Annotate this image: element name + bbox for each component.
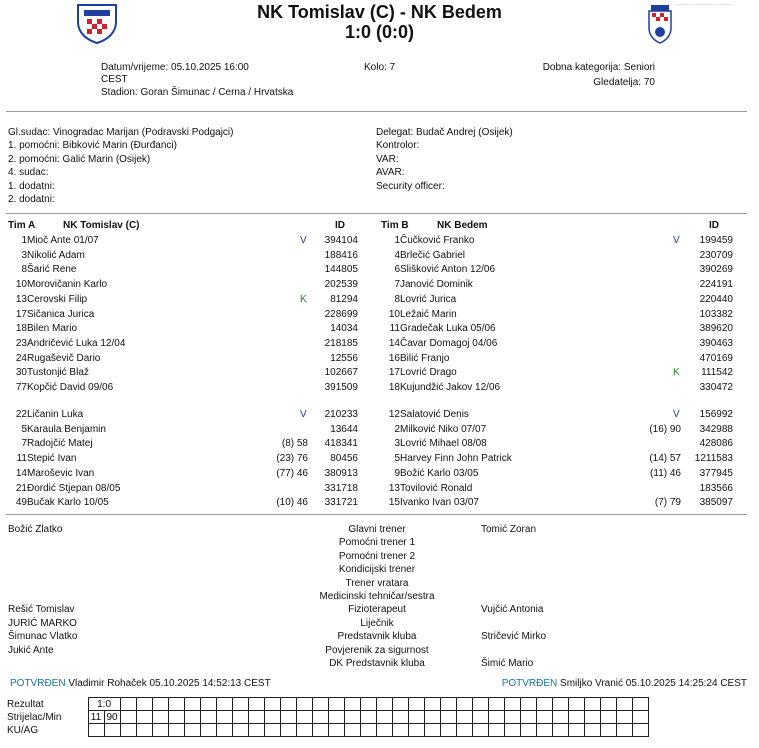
result-grid-cell	[472, 698, 488, 711]
result-grid-cell	[600, 724, 616, 737]
official-right-line: Security officer:	[376, 180, 445, 192]
player-name: Stepić Ivan	[27, 453, 77, 465]
staff-away-name: Tomić Zoran	[481, 524, 537, 535]
player-id: 390463	[699, 337, 733, 349]
team-b-id-header: ID	[709, 220, 719, 231]
confirm-left-text: Vladimir Rohaček 05.10.2025 14:52:13 CEST	[68, 678, 271, 689]
result-grid-cell	[488, 711, 504, 724]
confirm-right-tag: POTVRĐEN	[501, 678, 558, 689]
result-grid-cell	[376, 698, 392, 711]
player-id: 14034	[330, 323, 358, 335]
match-score: 1:0 (0:0)	[344, 22, 415, 42]
player-name: Ličanin Luka	[27, 409, 84, 420]
staff-home-name: Božić Zlatko	[8, 524, 63, 535]
result-grid-cell	[120, 724, 136, 737]
player-number: 24	[15, 352, 27, 364]
player-id: 228699	[324, 308, 358, 320]
player-id: 144805	[324, 264, 358, 276]
player-id: 391509	[324, 382, 358, 393]
official-left-line: Gl.sudac: Vinogradac Marijan (Podravski Podgajci)	[8, 127, 234, 138]
result-grid-cell	[216, 711, 232, 724]
player-number: 1	[21, 235, 27, 246]
official-right-line: VAR:	[376, 153, 399, 165]
result-grid-row	[6, 711, 648, 724]
player-number: 10	[388, 308, 400, 320]
player-name: Kujundžić Jakov 12/06	[400, 382, 501, 393]
result-grid-cell	[168, 724, 184, 737]
result-grid-cell	[216, 698, 232, 711]
player-number: 22	[15, 409, 27, 420]
player-id: 220440	[699, 293, 733, 305]
result-grid-cell	[488, 698, 504, 711]
player-name: Rugaševič Dario	[27, 352, 101, 364]
player-number: 23	[15, 337, 27, 349]
result-grid-cell	[392, 724, 408, 737]
player-name: Lovrić Mihael 08/08	[400, 438, 487, 450]
result-grid-cell	[104, 724, 120, 737]
result-grid-cell	[120, 698, 136, 711]
player-number: 30	[15, 367, 27, 379]
divider	[6, 213, 747, 214]
result-grid-cell: 90	[104, 711, 120, 724]
player-name: Čučković Franko	[400, 235, 475, 246]
player-id: 385097	[699, 497, 733, 509]
player-number: 8	[21, 264, 27, 276]
result-grid-cell	[600, 698, 616, 711]
match-timezone: CEST	[101, 74, 128, 85]
result-grid-cell	[376, 711, 392, 724]
result-grid-cell	[552, 724, 568, 737]
player-name: Maroševic Ivan	[27, 467, 95, 479]
staff-away-name: Stričević Mirko	[481, 631, 547, 643]
divider	[6, 514, 747, 515]
player-id: 210233	[324, 409, 358, 420]
result-grid-cell	[312, 698, 328, 711]
match-title: NK Tomislav (C) - NK Bedem	[257, 2, 502, 22]
confirm-right	[502, 678, 747, 689]
player-id: 331721	[324, 497, 358, 509]
result-grid-cell	[568, 711, 584, 724]
player-number: 17	[388, 367, 400, 379]
player-number: 21	[15, 482, 27, 494]
result-grid-cell	[520, 698, 536, 711]
result-grid-cell	[632, 724, 648, 737]
player-number: 12	[388, 409, 400, 420]
player-id: 199459	[699, 235, 733, 246]
result-grid-cell: 1:0	[88, 698, 120, 711]
player-name: Kopčić David 09/06	[27, 382, 114, 393]
result-grid-cell	[200, 698, 216, 711]
result-grid-cell	[216, 724, 232, 737]
player-id: 389620	[699, 323, 733, 335]
staff-role: Povjerenik za sigurnost	[325, 644, 429, 656]
age-category: Dobna kategorija: Seniori	[542, 62, 655, 73]
substitution-info: (7) 79	[654, 497, 681, 509]
player-name: Tovilović Ronald	[400, 482, 473, 494]
player-name: Tustonjić Blaž	[27, 367, 89, 379]
top-right-header-text: ________ ________ ________	[676, 0, 732, 5]
result-grid-row	[6, 698, 648, 711]
result-grid-cell	[248, 711, 264, 724]
player-number: 18	[15, 323, 27, 335]
captain-marker: V	[673, 409, 680, 420]
player-id: 470169	[699, 352, 733, 364]
result-grid-cell	[232, 724, 248, 737]
result-grid-cell	[456, 711, 472, 724]
player-name: Radojčić Matej	[27, 438, 93, 450]
result-grid-cell	[456, 724, 472, 737]
result-grid-cell	[568, 724, 584, 737]
result-grid-cell	[616, 711, 632, 724]
result-grid-cell	[392, 698, 408, 711]
result-grid-cell	[312, 711, 328, 724]
result-grid-cell	[264, 724, 280, 737]
player-name: Lovrić Jurica	[400, 293, 457, 305]
result-grid-cell	[344, 711, 360, 724]
official-left-line: 1. pomoćni: Bibković Marin (Đurđanci)	[8, 140, 177, 152]
player-id: 188416	[324, 249, 358, 261]
player-name: Slišković Anton 12/06	[400, 264, 496, 276]
player-number: 16	[388, 352, 400, 364]
player-name: Brlečić Gabriel	[400, 249, 466, 261]
result-grid-cell	[296, 724, 312, 737]
player-name: Bučak Karlo 10/05	[27, 497, 109, 509]
player-id: 183566	[699, 482, 733, 494]
result-grid-cell	[296, 711, 312, 724]
player-number: 9	[394, 467, 400, 479]
result-grid-cell	[136, 724, 152, 737]
player-id: 81294	[330, 293, 358, 305]
result-grid-cell	[200, 724, 216, 737]
result-grid-cell	[136, 698, 152, 711]
official-right-line: Kontrolor:	[376, 140, 420, 152]
result-grid-cell	[440, 698, 456, 711]
substitution-info: (14) 57	[649, 453, 681, 465]
player-number: 15	[388, 497, 400, 509]
result-grid-cell	[584, 724, 600, 737]
result-grid-cell	[200, 711, 216, 724]
result-grid-cell	[344, 698, 360, 711]
player-number: 77	[15, 382, 27, 393]
official-left-line: 2. pomoćni: Galić Marin (Osijek)	[8, 153, 151, 165]
player-number: 13	[15, 293, 27, 305]
player-number: 17	[15, 308, 27, 320]
staff-role: Pomoćni trener 1	[338, 537, 416, 549]
player-number: 10	[15, 279, 27, 291]
team-a-id-header: ID	[335, 220, 345, 231]
player-name: Bilen Mario	[27, 323, 78, 335]
goalkeeper-marker: K	[673, 367, 680, 379]
result-grid-cell	[440, 724, 456, 737]
substitution-info: (10) 46	[276, 497, 308, 509]
result-grid-label: Strijelac/Min	[7, 711, 62, 723]
player-name: Lovrić Drago	[400, 367, 457, 379]
match-datetime: Datum/vrijeme: 05.10.2025 16:00	[101, 62, 249, 73]
goalkeeper-marker: K	[300, 293, 307, 305]
player-number: 11	[389, 323, 400, 335]
player-id: 330472	[699, 382, 733, 393]
player-number: 7	[394, 279, 400, 291]
player-name: Šarić Rene	[27, 264, 77, 276]
confirm-left	[10, 678, 271, 689]
captain-marker: V	[300, 235, 307, 246]
result-grid-cell	[408, 711, 424, 724]
result-grid-cell	[536, 698, 552, 711]
player-name: Harvey Finn John Patrick	[400, 453, 512, 465]
staff-home-name: Jukić Ante	[8, 644, 54, 656]
player-number: 14	[15, 467, 27, 479]
result-grid-cell	[152, 698, 168, 711]
player-number: 7	[21, 438, 27, 450]
result-grid-cell	[280, 724, 296, 737]
player-id: 111542	[701, 367, 733, 379]
match-stadium: Stadion: Goran Šimunac / Cerna / Hrvatska	[101, 87, 294, 98]
player-name: Mioč Ante 01/07	[27, 235, 99, 246]
result-grid-cell	[408, 698, 424, 711]
player-id: 218185	[324, 337, 358, 349]
result-grid-cell	[280, 698, 296, 711]
substitution-info: (16) 90	[649, 423, 681, 435]
player-number: 13	[388, 482, 400, 494]
result-grid-cell	[184, 711, 200, 724]
result-grid-cell	[584, 711, 600, 724]
player-number: 8	[394, 293, 400, 305]
player-id: 103382	[699, 308, 733, 320]
result-grid-cell	[248, 698, 264, 711]
player-id: 377945	[699, 467, 733, 479]
result-grid-cell	[328, 711, 344, 724]
result-grid-cell	[152, 724, 168, 737]
substitution-info: (23) 76	[276, 453, 308, 465]
player-id: 418341	[324, 438, 358, 450]
result-grid-cell	[504, 698, 520, 711]
result-grid-cell	[472, 711, 488, 724]
staff-role: Pomoćni trener 2	[338, 550, 416, 562]
match-round: Kolo: 7	[364, 62, 396, 73]
result-grid-cell	[440, 711, 456, 724]
player-number: 49	[15, 497, 27, 509]
staff-role: Liječnik	[360, 617, 394, 629]
spectators: Gledatelja: 70	[593, 77, 655, 88]
staff-role: Fizioterapeut	[348, 604, 406, 616]
result-grid-cell	[600, 711, 616, 724]
staff-role: Predstavnik kluba	[337, 631, 417, 643]
player-name: Gradečak Luka 05/06	[400, 323, 496, 335]
player-name: Salatović Denis	[400, 409, 469, 420]
result-grid-cell	[232, 711, 248, 724]
player-id: 380913	[324, 467, 358, 479]
result-grid-cell	[472, 724, 488, 737]
player-name: Bilić Franjo	[400, 352, 450, 364]
player-name: Morovičanin Karlo	[27, 279, 108, 291]
result-grid-cell	[120, 711, 136, 724]
result-grid-cell	[360, 724, 376, 737]
result-grid-cell	[456, 698, 472, 711]
result-grid-cell	[584, 698, 600, 711]
result-grid-cell	[152, 711, 168, 724]
divider	[6, 111, 747, 112]
player-id: 12556	[330, 352, 358, 364]
staff-away-name: Šimić Mario	[481, 658, 534, 669]
player-id: 102667	[324, 367, 358, 379]
result-grid-cell	[552, 711, 568, 724]
staff-home-name: Šimunac Vlatko	[8, 631, 78, 643]
player-id: 224191	[699, 279, 733, 291]
player-number: 3	[394, 438, 400, 450]
result-grid-cell	[184, 698, 200, 711]
player-name: Nikolić Adam	[27, 249, 85, 261]
player-name: Cerovski Filip	[27, 293, 88, 305]
result-grid-cell	[536, 724, 552, 737]
player-name: Čavar Domagoj 04/06	[400, 337, 498, 349]
player-id: 13644	[330, 423, 358, 435]
staff-role: DK Predstavnik kluba	[329, 658, 425, 669]
staff-home-name: Rešić Tomislav	[8, 604, 75, 616]
result-grid-cell	[408, 724, 424, 737]
result-grid	[6, 697, 649, 737]
result-grid-row	[6, 724, 648, 737]
player-number: 14	[388, 337, 400, 349]
result-grid-cell	[168, 698, 184, 711]
player-id: 202539	[324, 279, 358, 291]
player-id: 156992	[699, 409, 733, 420]
result-grid-label: Rezultat	[7, 698, 44, 710]
official-left-line: 2. dodatni:	[8, 194, 55, 205]
result-grid-cell	[504, 711, 520, 724]
result-grid-cell	[168, 711, 184, 724]
player-id: 331718	[324, 482, 358, 494]
player-id: 80456	[330, 453, 358, 465]
result-grid-cell	[312, 724, 328, 737]
staff-home-name: JURIĆ MARKO	[8, 617, 77, 629]
result-grid-cell	[248, 724, 264, 737]
player-number: 5	[394, 453, 400, 465]
player-number: 2	[394, 423, 400, 435]
player-number: 1	[394, 235, 400, 246]
result-grid-cell	[568, 698, 584, 711]
confirm-left-tag: POTVRĐEN	[10, 678, 66, 689]
player-name: Karaula Benjamin	[27, 423, 106, 435]
player-number: 4	[394, 249, 400, 261]
result-grid-cell	[552, 698, 568, 711]
result-grid-cell	[520, 711, 536, 724]
result-grid-cell	[616, 698, 632, 711]
result-grid-cell	[264, 698, 280, 711]
player-id: 1211583	[694, 453, 733, 465]
player-id: 342988	[699, 423, 733, 435]
confirm-right-text: Smiljko Vranić 05.10.2025 14:25:24 CEST	[560, 678, 747, 689]
result-grid-label: KU/AG	[7, 724, 39, 736]
player-name: Božić Karlo 03/05	[400, 467, 479, 479]
result-grid-cell	[520, 724, 536, 737]
official-left-line: 1. dodatni:	[8, 180, 55, 192]
player-name: Ivanko Ivan 03/07	[400, 497, 479, 509]
result-grid-cell	[504, 724, 520, 737]
staff-role: Medicinski tehničar/sestra	[319, 591, 435, 602]
team-b-name: NK Bedem	[437, 220, 488, 231]
result-grid-cell	[328, 724, 344, 737]
result-grid-cell	[488, 724, 504, 737]
player-name: Milković Niko 07/07	[400, 423, 487, 435]
staff-role: Trener vratara	[345, 577, 409, 589]
result-grid-cell	[632, 711, 648, 724]
result-grid-cell	[632, 698, 648, 711]
player-number: 3	[21, 249, 27, 261]
result-grid-cell	[184, 724, 200, 737]
result-grid-cell	[376, 724, 392, 737]
result-grid-cell	[424, 711, 440, 724]
player-id: 390269	[699, 264, 733, 276]
team-a-name: NK Tomislav (C)	[63, 220, 140, 231]
substitution-info: (77) 46	[276, 467, 308, 479]
result-grid-cell	[280, 711, 296, 724]
result-grid-cell	[232, 698, 248, 711]
staff-role: Kondicijski trener	[338, 564, 416, 576]
result-grid-cell	[88, 724, 104, 737]
result-grid-cell	[616, 724, 632, 737]
player-id: 394104	[324, 235, 358, 246]
result-grid-cell	[360, 698, 376, 711]
player-name: Janović Dominik	[400, 279, 473, 291]
official-left-line: 4. sudac:	[8, 167, 49, 179]
result-grid-cell	[424, 724, 440, 737]
player-number: 5	[21, 423, 27, 435]
staff-away-name: Vujčić Antonia	[481, 604, 544, 616]
player-id: 230709	[699, 249, 733, 261]
captain-marker: V	[673, 235, 680, 246]
official-right-line: AVAR:	[376, 167, 405, 179]
team-b-label: Tim B	[381, 220, 409, 231]
player-name: Andričević Luka 12/04	[27, 337, 126, 349]
result-grid-cell	[344, 724, 360, 737]
result-grid-cell	[328, 698, 344, 711]
staff-role: Glavni trener	[348, 524, 406, 535]
player-number: 6	[394, 264, 400, 276]
player-number: 18	[388, 382, 400, 393]
player-number: 11	[16, 453, 27, 465]
player-id: 428086	[699, 438, 733, 450]
player-name: Ležaić Marin	[400, 308, 457, 320]
official-right-line: Delegat: Budač Andrej (Osijek)	[376, 127, 513, 138]
player-name: Đordić Stjepan 08/05	[27, 482, 121, 494]
result-grid-cell	[392, 711, 408, 724]
player-name: Sičanica Jurica	[27, 308, 95, 320]
substitution-info: (11) 46	[650, 467, 681, 479]
result-grid-cell	[264, 711, 280, 724]
captain-marker: V	[300, 409, 307, 420]
result-grid-cell	[136, 711, 152, 724]
substitution-info: (8) 58	[281, 438, 308, 450]
result-grid-cell	[424, 698, 440, 711]
result-grid-cell: 11	[88, 711, 104, 724]
result-grid-cell	[296, 698, 312, 711]
result-grid-cell	[360, 711, 376, 724]
result-grid-cell	[536, 711, 552, 724]
team-a-label: Tim A	[8, 220, 36, 231]
